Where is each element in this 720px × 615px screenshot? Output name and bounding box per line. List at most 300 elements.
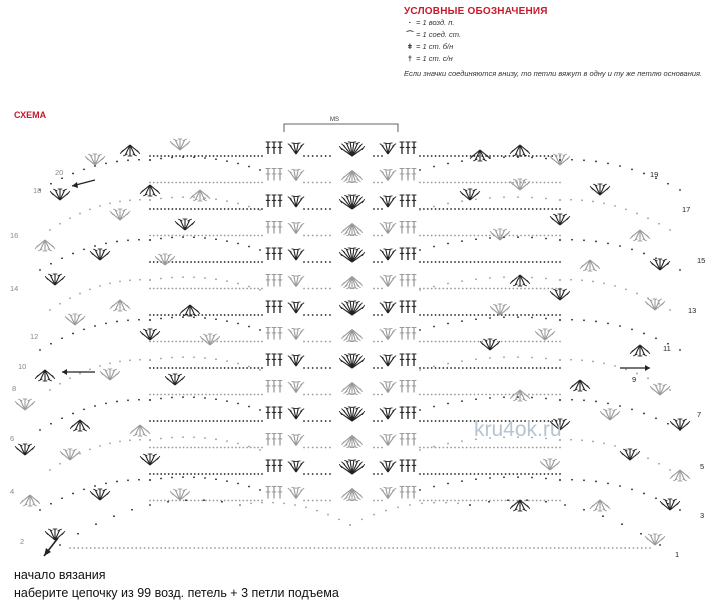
chain-dot [505,314,507,316]
chain-dot [201,500,203,502]
chain-dot [454,155,456,157]
fan-stitch-bar [15,401,18,405]
chain-dot [237,443,239,445]
chain-dot [505,473,507,475]
chain-dot [149,159,151,161]
chain-dot [442,261,444,263]
chain-dot [193,356,195,358]
chain-dot [205,447,207,449]
chain-dot [509,394,511,396]
fan-stitch-bar [388,302,393,303]
chain-dot [419,367,421,369]
chain-dot [312,261,314,263]
chain-dot [168,208,170,210]
chain-dot [164,314,166,316]
chain-dot [442,155,444,157]
chain-dot [559,208,561,210]
fan-stitch-bar [662,536,665,540]
chain-dot [213,235,215,237]
chain-dot [201,341,203,343]
chain-dot [153,155,155,157]
chain-dot [423,235,425,237]
chain-dot [116,321,118,323]
chain-dot [439,341,441,343]
fan-stitch-bar [117,371,120,375]
chain-dot [381,235,383,237]
chain-dot [201,473,203,475]
chain-dot [190,261,192,263]
chain-dot [592,281,594,283]
chain-dot [220,235,222,237]
chain-dot [439,500,441,502]
chain-dot [446,547,448,549]
fan-stitch-bar [567,216,570,220]
chain-dot [559,367,561,369]
chain-dot [216,367,218,369]
chain-dot [307,447,309,449]
fan-stitch-bar [490,231,493,235]
chain-dot [536,473,538,475]
chain-dot [619,485,621,487]
chain-dot [119,547,121,549]
chain-dot [242,367,244,369]
chain-dot [450,367,452,369]
chain-dot [237,243,239,245]
fan-stitch-bar [147,430,150,434]
chain-dot [127,399,129,401]
chain-dot [475,358,477,360]
fan-stitch-bar [557,461,560,465]
chain-dot [571,399,573,401]
legend-item-slip-stitch [404,29,704,41]
chain-dot [531,157,533,159]
chain-dot [320,288,322,290]
chain-dot [409,504,411,506]
chain-dot [547,261,549,263]
chain-dot [396,547,398,549]
chain-dot [679,269,681,271]
chain-dot [505,500,507,502]
chain-dot [250,447,252,449]
row-number: 4 [10,487,15,496]
chain-dot [485,208,487,210]
fan-stitch-bar [292,222,297,223]
chain-dot [458,420,460,422]
fan-stitch-bar [384,434,389,435]
fan-stitch-bar [65,316,68,320]
chain-dot [320,182,322,184]
chain-dot [536,155,538,157]
chain-dot [489,237,491,239]
chain-dot [512,314,514,316]
chain-dot [397,507,399,509]
chain-dot [164,394,166,396]
chain-dot [531,277,533,279]
fan-stitch-bar [140,456,143,460]
chain-dot [190,473,192,475]
fan-stitch-bar [360,335,363,339]
chain-dot [209,420,211,422]
chain-dot [90,547,92,549]
chain-dot [431,420,433,422]
chain-dot [603,282,605,284]
chain-dot [458,367,460,369]
chain-dot [509,314,511,316]
chain-dot [307,182,309,184]
chain-dot [216,288,218,290]
chain-dot [524,473,526,475]
chain-dot [497,261,499,263]
chain-dot [546,547,548,549]
chain-dot [320,261,322,263]
fan-stitch-bar [630,235,633,239]
legend-item-text: = 1 ст. б/н [416,42,454,51]
chain-dot [259,169,261,171]
chain-dot [186,208,188,210]
chain-dot [193,156,195,158]
chain-dot [307,500,309,502]
chain-dot [544,235,546,237]
chain-dot [182,356,184,358]
chain-dot [631,328,633,330]
chain-dot [237,483,239,485]
chain-dot [643,253,645,255]
chain-dot [373,341,375,343]
fan-stitch-bar [296,196,301,197]
chain-dot [254,314,256,316]
fan-stitch-bar [32,446,35,450]
chain-dot [129,359,131,361]
chain-dot [183,235,185,237]
chain-dot [433,366,435,368]
chain-dot [216,500,218,502]
chain-dot [312,420,314,422]
fan-stitch-bar [52,245,55,249]
chain-dot [312,208,314,210]
chain-dot [528,208,530,210]
chain-dot [202,547,204,549]
chain-dot [667,503,669,505]
chain-dot [540,208,542,210]
chain-dot [235,394,237,396]
fan-stitch-bar [540,461,543,465]
legend-item-chain [404,17,704,29]
fan-stitch-bar [217,336,220,340]
fan-stitch-bar [292,143,297,144]
chain-dot [201,314,203,316]
chain-dot [555,341,557,343]
chain-dot [532,288,534,290]
chain-dot [536,261,538,263]
chain-dot [493,314,495,316]
chain-dot [458,182,460,184]
chain-dot [419,473,421,475]
fan-stitch-bar [359,250,363,253]
chain-dot [381,341,383,343]
fan-stitch-bar [172,256,175,260]
chain-dot [489,473,491,475]
chain-dot [447,403,449,405]
chain-dot [442,367,444,369]
chain-dot [545,358,547,360]
legend-item-text: = 1 соед. ст. [416,30,462,39]
chain-dot [581,279,583,281]
fan-stitch-bar [341,388,344,392]
chain-dot [303,288,305,290]
chain-dot [614,285,616,287]
fan-stitch-bar [607,186,610,190]
chain-dot [325,473,327,475]
chain-dot [545,478,547,480]
chain-dot [521,547,523,549]
chain-dot [483,547,485,549]
chain-dot [547,473,549,475]
chain-dot [595,547,597,549]
chain-dot [454,341,456,343]
chain-dot [153,447,155,449]
chain-dot [435,182,437,184]
chain-dot [216,235,218,237]
chain-dot [540,367,542,369]
chain-dot [164,155,166,157]
chain-dot [466,394,468,396]
chain-dot [503,476,505,478]
chain-dot [198,235,200,237]
fan-stitch-bar [296,408,301,409]
chain-dot [231,447,233,449]
fan-stitch-bar [296,249,301,250]
chain-dot [536,235,538,237]
chain-dot [474,473,476,475]
chain-dot [477,394,479,396]
chain-dot [254,182,256,184]
chain-dot [419,394,421,396]
chain-dot [94,325,96,327]
chain-dot [545,158,547,160]
chain-dot [442,473,444,475]
chain-dot [373,514,375,516]
chain-dot [83,248,85,250]
chain-dot [102,547,104,549]
chain-dot [558,547,560,549]
chain-dot [201,182,203,184]
chain-dot [643,493,645,495]
chain-dot [614,365,616,367]
chain-dot [160,438,162,440]
legend-item-text: = 1 возд. п. [416,18,455,27]
chain-dot [179,420,181,422]
chain-dot [105,322,107,324]
chain-dot [149,314,151,316]
chain-dot [377,420,379,422]
chain-dot [209,394,211,396]
chain-dot [658,383,660,385]
chain-dot [461,360,463,362]
chain-dot [205,367,207,369]
chain-dot [94,547,96,549]
chain-dot [312,473,314,475]
chain-dot [520,367,522,369]
row-number: 12 [30,332,39,341]
chain-dot [599,547,601,549]
chain-dot [179,182,181,184]
fan-stitch-bar [37,500,40,504]
chain-dot [72,173,74,175]
chain-dot [329,341,331,343]
chain-dot [209,235,211,237]
chain-dot [559,319,561,321]
fan-stitch-bar [296,302,301,303]
chain-dot [228,235,230,237]
chain-dot [433,326,435,328]
fan-stitch-bar [360,388,363,392]
chain-dot [481,500,483,502]
fan-stitch-bar [137,150,140,154]
chain-dot [481,367,483,369]
chain-dot [501,473,503,475]
chain-dot [435,473,437,475]
chain-dot [559,314,561,316]
chain-dot [139,199,141,201]
chain-dot [261,155,263,157]
chain-dot [246,261,248,263]
chain-dot [497,155,499,157]
chain-dot [169,547,171,549]
chain-dot [551,500,553,502]
chain-dot [536,500,538,502]
chain-dot [512,500,514,502]
chain-dot [481,314,483,316]
chain-dot [183,208,185,210]
fan-stitch-bar [650,261,653,265]
chain-dot [551,473,553,475]
fan-stitch-bar [388,275,393,276]
chain-dot [194,182,196,184]
chain-dot [525,547,527,549]
chain-dot [608,547,610,549]
chain-dot [218,547,220,549]
chain-dot [435,235,437,237]
chain-dot [517,356,519,358]
chain-dot [477,182,479,184]
fan-stitch-bar [70,425,73,429]
fan-stitch-bar [384,408,389,409]
chain-dot [254,394,256,396]
chain-dot [516,314,518,316]
chain-dot [171,237,173,239]
chain-dot [179,208,181,210]
chain-dot [528,261,530,263]
chain-dot [105,162,107,164]
chain-dot [186,447,188,449]
chain-dot [239,314,241,316]
chain-dot [239,235,241,237]
chain-dot [168,288,170,290]
fan-stitch-bar [388,169,393,170]
chain-dot [517,316,519,318]
chain-dot [532,208,534,210]
fan-stitch-bar [360,494,363,498]
chain-dot [198,447,200,449]
chain-dot [172,394,174,396]
chain-dot [470,394,472,396]
chain-dot [462,261,464,263]
chain-dot [501,261,503,263]
chain-dot [528,367,530,369]
fan-stitch-bar [388,328,393,329]
chain-dot [433,502,435,504]
chain-dot [458,314,460,316]
chain-dot [559,473,561,475]
fan-stitch-bar [197,310,200,314]
chain-dot [280,547,282,549]
chain-dot [257,235,259,237]
chain-dot [246,182,248,184]
chain-dot [89,208,91,210]
chain-dot [312,447,314,449]
chain-dot [294,504,296,506]
chain-dot [474,235,476,237]
chain-dot [307,208,309,210]
chain-dot [105,482,107,484]
chain-dot [69,217,71,219]
chain-dot [231,155,233,157]
chain-dot [559,500,561,502]
chain-dot [149,439,151,441]
row-number: 1 [675,550,680,559]
chain-dot [528,473,530,475]
fan-stitch-bar [384,196,389,197]
chain-dot [338,519,340,521]
chain-dot [173,547,175,549]
chain-dot [140,547,142,549]
chain-dot [190,420,192,422]
chain-dot [421,547,423,549]
chain-dot [405,547,407,549]
chain-dot [305,547,307,549]
fan-stitch-bar [15,446,18,450]
chain-dot [570,547,572,549]
chain-dot [381,182,383,184]
row-number: 11 [663,344,671,353]
chain-dot [489,197,491,199]
chain-dot [384,547,386,549]
chain-dot [216,420,218,422]
chain-dot [423,447,425,449]
chain-dot [116,161,118,163]
caption-instructions: наберите цепочку из 99 возд. петель + 3 петли подъема [14,586,339,600]
chain-dot [545,238,547,240]
chain-dot [153,261,155,263]
chain-dot [220,473,222,475]
chain-dot [466,235,468,237]
chain-dot [532,367,534,369]
chain-dot [239,367,241,369]
chain-dot [544,394,546,396]
chain-dot [239,155,241,157]
chain-dot [215,198,217,200]
fan-stitch-bar [384,222,389,223]
chain-dot [325,314,327,316]
fan-stitch-bar [645,301,648,305]
chain-dot [645,547,647,549]
row-number: 13 [688,306,697,315]
chain-dot [559,261,561,263]
chain-dot [481,447,483,449]
row-number: 20 [55,168,64,177]
chain-dot [228,182,230,184]
chain-dot [320,500,322,502]
